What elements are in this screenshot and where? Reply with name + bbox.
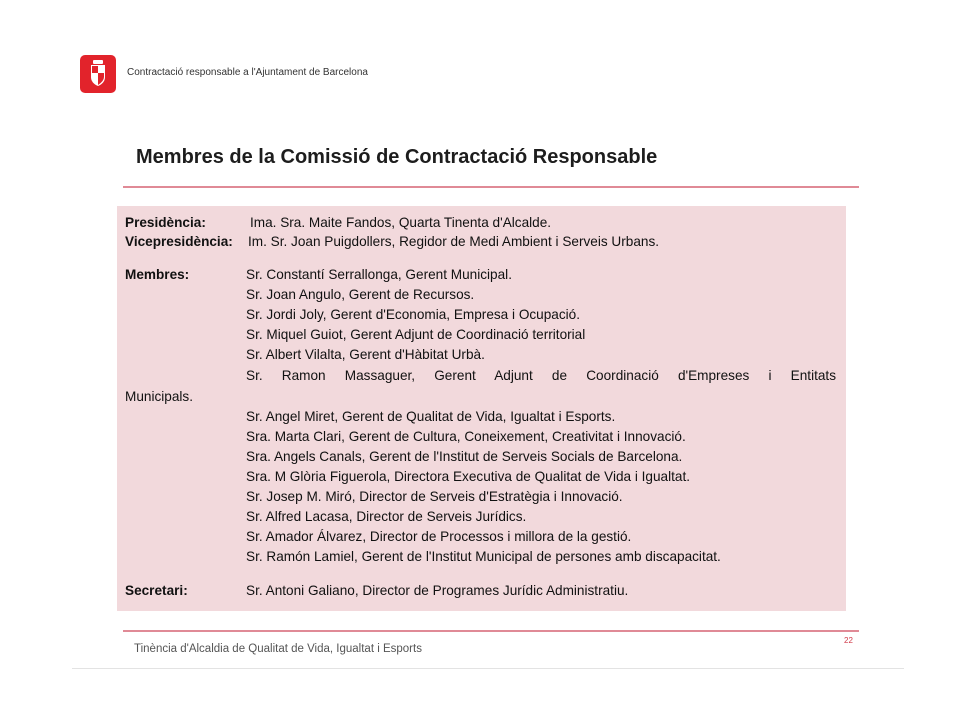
footer-divider: [123, 630, 859, 632]
footer-text: Tinència d'Alcaldia de Qualitat de Vida, Igualtat i Esports: [134, 643, 422, 655]
vicepresidencia-label: Vicepresidència:: [125, 234, 233, 249]
member-item: Sr. Alfred Lacasa, Director de Serveis Jurídics.: [246, 509, 527, 524]
member-item: Sra. M Glòria Figuerola, Directora Executiva de Qualitat de Vida i Igualtat.: [246, 469, 691, 484]
membres-label: Membres:: [125, 267, 190, 282]
secretari-label: Secretari:: [125, 583, 188, 598]
member-item: Sr. Angel Miret, Gerent de Qualitat de Vida, Igualtat i Esports.: [246, 409, 616, 424]
vicepresidencia-value: Im. Sr. Joan Puigdollers, Regidor de Medi Ambient i Serveis Urbans.: [248, 234, 660, 249]
member-item: Sr. Ramón Lamiel, Gerent de l'Institut Municipal de persones amb discapacitat.: [246, 549, 721, 564]
member-item: Sr. Ramon Massaguer, Gerent Adjunt de Coordinació d'Empreses i Entitats: [246, 368, 836, 383]
member-item: Sr. Jordi Joly, Gerent d'Economia, Empresa i Ocupació.: [246, 307, 581, 322]
member-item: Sr. Miquel Guiot, Gerent Adjunt de Coordinació territorial: [246, 327, 586, 342]
presidencia-label: Presidència:: [125, 215, 206, 230]
page-title: Membres de la Comissió de Contractació Responsable: [136, 146, 658, 168]
member-item: Sra. Angels Canals, Gerent de l'Institut de Serveis Socials de Barcelona.: [246, 449, 683, 464]
page-bottom-line: [72, 668, 904, 669]
member-item: Sr. Constantí Serrallonga, Gerent Municipal.: [246, 267, 512, 282]
barcelona-shield-icon: [80, 55, 116, 93]
presidencia-value: Ima. Sra. Maite Fandos, Quarta Tinenta d'Alcalde.: [250, 215, 552, 230]
page-number: 22: [844, 636, 853, 645]
secretari-value: Sr. Antoni Galiano, Director de Programes Jurídic Administratiu.: [246, 583, 629, 598]
title-divider: [123, 186, 859, 188]
member-item-continuation: Municipals.: [125, 389, 193, 404]
member-item: Sra. Marta Clari, Gerent de Cultura, Coneixement, Creativitat i Innovació.: [246, 429, 686, 444]
member-item: Sr. Albert Vilalta, Gerent d'Hàbitat Urbà.: [246, 347, 485, 362]
member-item: Sr. Amador Álvarez, Director de Processos i millora de la gestió.: [246, 529, 632, 544]
member-item: Sr. Joan Angulo, Gerent de Recursos.: [246, 287, 475, 302]
brand-text: Contractació responsable a l'Ajuntament de Barcelona: [127, 67, 368, 78]
member-item: Sr. Josep M. Miró, Director de Serveis d'Estratègia i Innovació.: [246, 489, 623, 504]
